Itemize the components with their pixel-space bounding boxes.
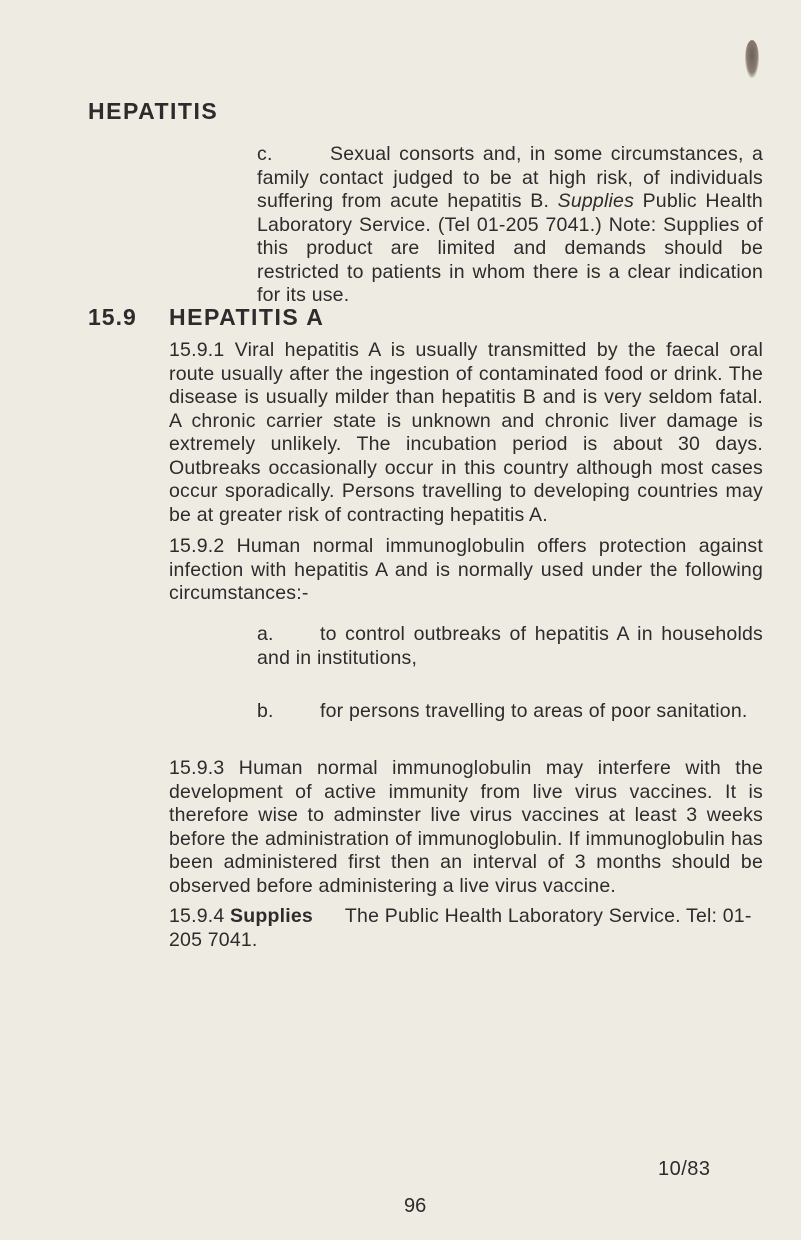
supplies-text: The Public Health Laboratory Service. Tel: 01-205 7041. xyxy=(169,905,752,951)
revision-code: 10/83 xyxy=(658,1158,711,1180)
list-marker: c. xyxy=(257,143,273,165)
list-item-b xyxy=(257,700,763,724)
list-text: for persons travelling to areas of poor sanitation. xyxy=(320,700,748,722)
page-blemish xyxy=(745,40,759,78)
list-marker: a. xyxy=(257,623,274,645)
running-head: HEPATITIS xyxy=(88,98,219,124)
list-text: Sexual consorts and, in some circumstances, a family contact judged to be at high risk, of individuals suffering from acute hepatitis B. xyxy=(257,143,763,212)
list-marker: b. xyxy=(257,700,274,722)
paragraph-15-9-3: 15.9.3 Human normal immunoglobulin may interfere with the development of active immunity from live virus vaccines. It is therefore wise to adminster live virus vaccines at least 3 weeks before the administration of immunoglobulin. If immunoglobulin has been administered first then an interval of 3 months should be observed before administering a live virus vaccine. xyxy=(169,757,763,897)
list-item-a xyxy=(257,623,763,670)
paragraph-15-9-4 xyxy=(169,905,763,952)
page-number: 96 xyxy=(404,1195,427,1217)
section-number: 15.9 xyxy=(88,304,137,330)
supplies-label: Supplies xyxy=(230,905,313,927)
section-title: HEPATITIS A xyxy=(169,304,325,330)
paragraph-15-9-1: 15.9.1 Viral hepatitis A is usually transmitted by the faecal oral route usually after the ingestion of contaminated food or drink. The disease is usually milder than hepatitis B and is very seldom fatal. A chronic carrier state is unknown and chronic liver damage is extremely unlikely. The incubation period is about 30 days. Outbreaks occasionally occur in this country although most cases occur sporadically. Persons travelling to developing countries may be at greater risk of contracting hepatitis A. xyxy=(169,339,763,526)
paragraph-15-9-2: 15.9.2 Human normal immunoglobulin offers protection against infection with hepatitis A and is normally used under the following circumstances:- xyxy=(169,535,763,604)
supplies-number: 15.9.4 xyxy=(169,905,225,927)
list-item-c xyxy=(257,143,763,308)
list-text: Public Health Laboratory Service. (Tel 01-205 7041.) Note: Supplies of this product are limited and demands should be restricted to patients in whom there is a clear indication for its use. xyxy=(257,190,763,306)
list-text: to control outbreaks of hepatitis A in households and in institutions, xyxy=(257,623,763,669)
list-text-italic: Supplies xyxy=(557,190,635,212)
